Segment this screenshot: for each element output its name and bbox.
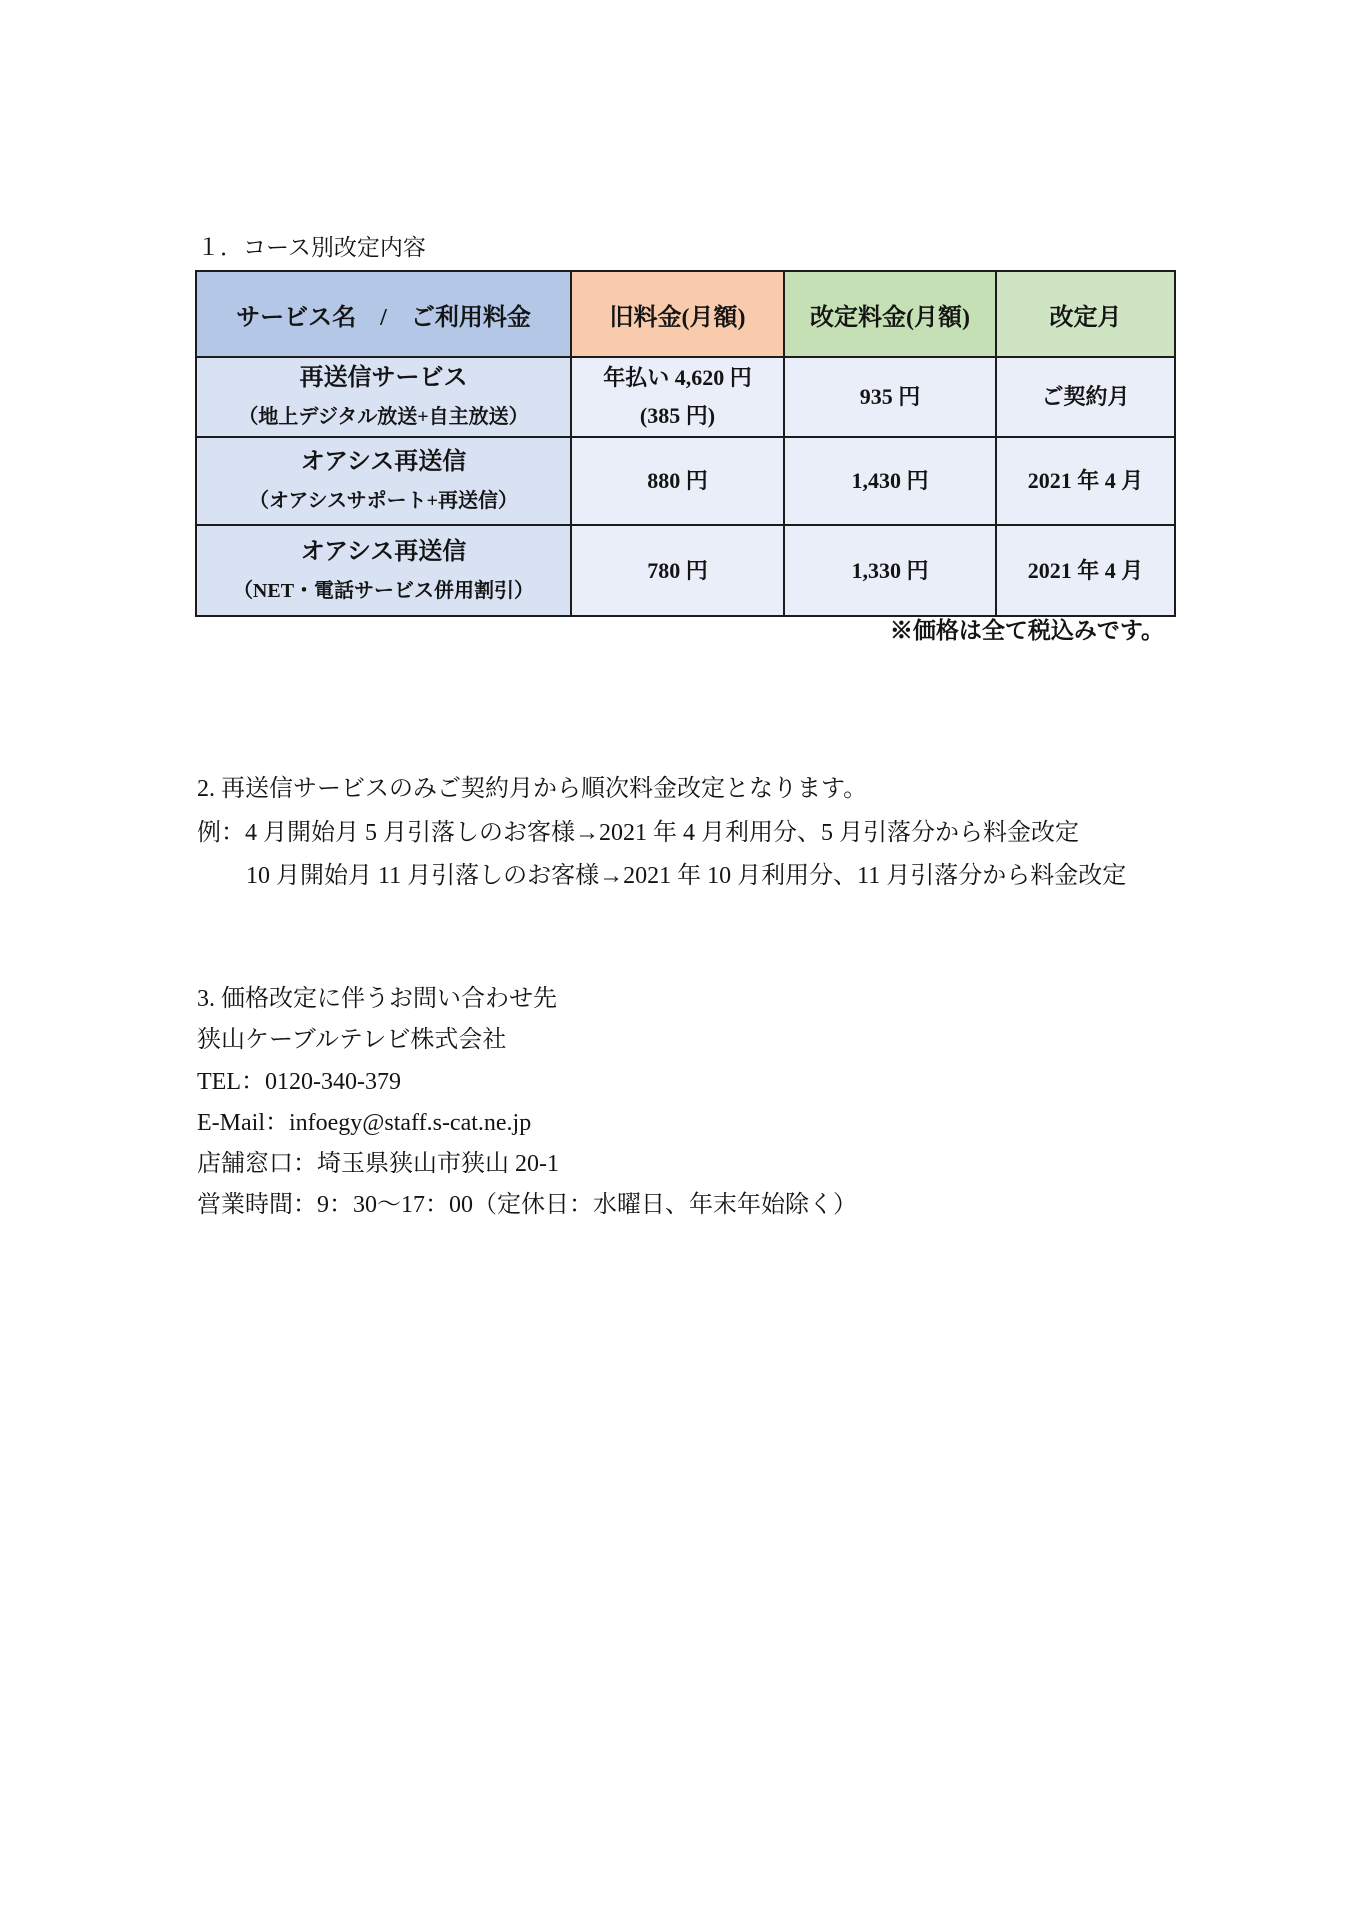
service-name: オアシス再送信: [300, 449, 467, 475]
old-price-cell: [571, 357, 784, 437]
table-row: [196, 357, 1175, 437]
new-price-cell: [784, 437, 996, 525]
service-cell: [196, 437, 571, 525]
example-line-2: 10 月開始月 11 月引落しのお客様→2021 年 10 月利用分、11 月引落分から料金改定: [246, 863, 1127, 889]
revision-month: ご契約月: [1041, 384, 1130, 409]
new-price: 1,430 円: [851, 468, 929, 493]
section2-heading: 2. 再送信サービスのみご契約月から順次料金改定となります。: [197, 776, 868, 802]
old-price-cell: [571, 437, 784, 525]
contact-email: E-Mail：infoegy@staff.s-cat.ne.jp: [197, 1109, 532, 1136]
revision-month-cell: [996, 357, 1175, 437]
example-line-1: 例：4 月開始月 5 月引落しのお客様→2021 年 4 月利用分、5 月引落分から料金改定: [197, 819, 1079, 846]
new-price-cell: [784, 525, 996, 616]
table-row: [196, 525, 1175, 616]
header-service: サービス名 / ご利用料金: [196, 271, 571, 357]
old-price: 880 円: [647, 468, 708, 493]
tax-included-note: ※価格は全て税込みです。: [889, 618, 1164, 643]
old-price-note: (385 円): [639, 403, 716, 428]
table-header-row: [196, 271, 1175, 357]
service-note: （地上デジタル放送+自主放送）: [238, 406, 529, 428]
new-price: 1,330 円: [851, 557, 929, 583]
old-price: 780 円: [647, 557, 708, 583]
header-revision-month: 改定月: [996, 271, 1175, 357]
contact-tel: TEL：0120-340-379: [197, 1068, 401, 1095]
service-name: オアシス再送信: [300, 538, 467, 565]
old-price: 年払い 4,620 円: [603, 365, 752, 390]
service-name: 再送信サービス: [299, 365, 468, 391]
section1-heading: １．コース別改定内容: [197, 235, 426, 260]
header-new-price: 改定料金(月額): [784, 271, 996, 357]
old-price-cell: [571, 525, 784, 616]
revision-month-cell: [996, 437, 1175, 525]
service-note: （オアシスサポート+再送信）: [249, 490, 518, 512]
section2: [197, 768, 1126, 899]
new-price-cell: [784, 357, 996, 437]
revision-month: 2021 年 4 月: [1027, 468, 1144, 493]
revision-month-cell: [996, 525, 1175, 616]
new-price: 935 円: [859, 384, 921, 409]
service-cell: [196, 525, 571, 616]
header-old-price: 旧料金(月額): [571, 271, 784, 357]
business-hours: 営業時間：9：30～17：00（定休日：水曜日、年末年始除く）: [197, 1192, 857, 1219]
store-address: 店舗窓口：埼玉県狭山市狭山 20-1: [197, 1151, 559, 1178]
section3-contact: [197, 979, 857, 1227]
service-note: （NET・電話サービス併用割引）: [232, 579, 535, 602]
revision-month: 2021 年 4 月: [1027, 557, 1144, 583]
company-name: 狭山ケーブルテレビ株式会社: [197, 1027, 507, 1054]
section3-heading: 3. 価格改定に伴うお問い合わせ先: [197, 986, 557, 1012]
service-cell: [196, 357, 571, 437]
table-row: [196, 437, 1175, 525]
rate-revision-table: [195, 270, 1176, 617]
